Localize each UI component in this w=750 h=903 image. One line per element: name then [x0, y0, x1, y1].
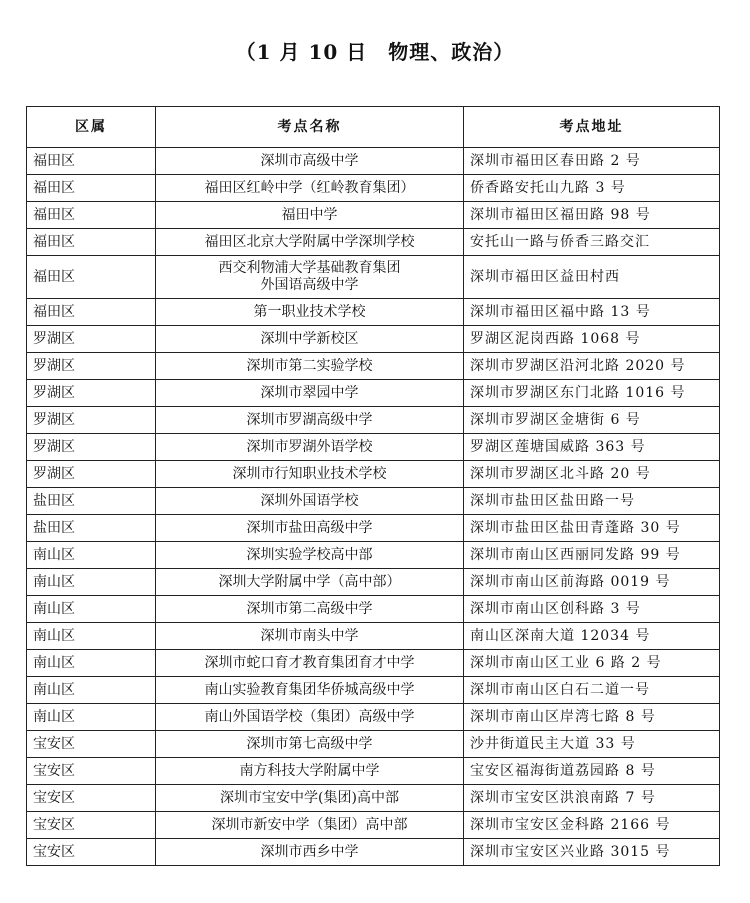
- cell-site-address: 深圳市福田区春田路 2 号: [464, 148, 720, 175]
- site-name-line: 深圳市南头中学: [260, 627, 359, 644]
- header-site-name: 考点名称: [156, 107, 464, 148]
- cell-district: 宝安区: [27, 839, 156, 866]
- table-row: [27, 299, 720, 326]
- cell-site-address: 沙井街道民主大道 33 号: [464, 731, 720, 758]
- cell-district: 罗湖区: [27, 353, 156, 380]
- site-name-line: 第一职业技术学校: [253, 303, 366, 320]
- cell-site-name: [156, 839, 464, 866]
- cell-district: 南山区: [27, 623, 156, 650]
- site-name-line: 深圳外国语学校: [260, 492, 359, 509]
- site-name-line: 南方科技大学附属中学: [239, 762, 380, 779]
- cell-district: 南山区: [27, 677, 156, 704]
- cell-district: 盐田区: [27, 515, 156, 542]
- cell-site-address: 深圳市福田区益田村西: [464, 256, 720, 299]
- cell-district: 罗湖区: [27, 326, 156, 353]
- cell-site-address: 宝安区福海街道荔园路 8 号: [464, 758, 720, 785]
- exam-site-table: [26, 106, 720, 866]
- cell-site-address: 深圳市盐田区盐田路一号: [464, 488, 720, 515]
- table-row: [27, 229, 720, 256]
- site-name-line: 深圳市第七高级中学: [246, 735, 373, 752]
- cell-district: 宝安区: [27, 731, 156, 758]
- site-name-line: 福田中学: [281, 206, 338, 223]
- cell-district: 南山区: [27, 596, 156, 623]
- cell-site-name: [156, 380, 464, 407]
- cell-site-name: [156, 353, 464, 380]
- cell-site-address: 深圳市罗湖区东门北路 1016 号: [464, 380, 720, 407]
- cell-site-address: 深圳市盐田区盐田青蓬路 30 号: [464, 515, 720, 542]
- cell-district: 宝安区: [27, 785, 156, 812]
- table-row: [27, 434, 720, 461]
- site-name-line: 南山实验教育集团华侨城高级中学: [204, 681, 415, 698]
- cell-site-name: [156, 785, 464, 812]
- table-row: [27, 380, 720, 407]
- cell-site-address: 深圳市南山区创科路 3 号: [464, 596, 720, 623]
- cell-site-address: 深圳市南山区西丽同发路 99 号: [464, 542, 720, 569]
- cell-site-name: [156, 758, 464, 785]
- site-name-line: 南山外国语学校（集团）高级中学: [204, 708, 415, 725]
- table-row: [27, 407, 720, 434]
- cell-site-address: 深圳市宝安区洪浪南路 7 号: [464, 785, 720, 812]
- cell-site-name: [156, 650, 464, 677]
- cell-district: 罗湖区: [27, 407, 156, 434]
- site-name-line: 深圳市罗湖高级中学: [246, 411, 373, 428]
- cell-district: 罗湖区: [27, 434, 156, 461]
- site-name-line: 深圳中学新校区: [260, 330, 359, 347]
- table-body: [27, 148, 720, 866]
- cell-site-name: [156, 175, 464, 202]
- table-row: [27, 812, 720, 839]
- table-row: [27, 175, 720, 202]
- cell-site-address: 深圳市南山区岸湾七路 8 号: [464, 704, 720, 731]
- cell-district: 南山区: [27, 542, 156, 569]
- cell-site-address: 侨香路安托山九路 3 号: [464, 175, 720, 202]
- cell-site-name: [156, 148, 464, 175]
- cell-site-name: [156, 812, 464, 839]
- cell-site-address: 罗湖区泥岗西路 1068 号: [464, 326, 720, 353]
- cell-district: 宝安区: [27, 812, 156, 839]
- cell-district: 福田区: [27, 256, 156, 299]
- cell-site-name: [156, 229, 464, 256]
- cell-district: 罗湖区: [27, 461, 156, 488]
- cell-district: 罗湖区: [27, 380, 156, 407]
- table-row: [27, 704, 720, 731]
- cell-site-name: [156, 299, 464, 326]
- cell-site-name: [156, 434, 464, 461]
- table-row: [27, 202, 720, 229]
- cell-site-address: 深圳市宝安区兴业路 3015 号: [464, 839, 720, 866]
- table-row: [27, 148, 720, 175]
- cell-site-name: [156, 488, 464, 515]
- table-row: [27, 256, 720, 299]
- cell-district: 福田区: [27, 175, 156, 202]
- site-name-line: 深圳实验学校高中部: [246, 546, 373, 563]
- cell-site-address: 深圳市宝安区金科路 2166 号: [464, 812, 720, 839]
- table-row: [27, 839, 720, 866]
- table-row: [27, 650, 720, 677]
- site-name-line: 深圳市西乡中学: [260, 843, 359, 860]
- cell-site-address: 深圳市罗湖区北斗路 20 号: [464, 461, 720, 488]
- cell-site-name: [156, 515, 464, 542]
- table-row: [27, 515, 720, 542]
- header-site-address: 考点地址: [464, 107, 720, 148]
- table-row: [27, 623, 720, 650]
- table-row: [27, 758, 720, 785]
- site-name-line: 深圳市盐田高级中学: [246, 519, 373, 536]
- header-district: 区属: [27, 107, 156, 148]
- site-name-line: 深圳市蛇口育才教育集团育才中学: [204, 654, 415, 671]
- cell-district: 南山区: [27, 704, 156, 731]
- site-name-line: 深圳市宝安中学(集团)高中部: [220, 789, 399, 806]
- table-row: [27, 461, 720, 488]
- site-name-line: 深圳市翠园中学: [260, 384, 359, 401]
- table-row: [27, 569, 720, 596]
- cell-district: 宝安区: [27, 758, 156, 785]
- site-name-line: 深圳市新安中学（集团）高中部: [211, 816, 408, 833]
- table-row: [27, 353, 720, 380]
- site-name-line: 福田区北京大学附属中学深圳学校: [204, 233, 415, 250]
- site-name-line: 西交利物浦大学基础教育集团: [218, 260, 401, 276]
- site-name-line: 深圳大学附属中学（高中部）: [218, 573, 401, 590]
- cell-site-address: 深圳市福田区福中路 13 号: [464, 299, 720, 326]
- cell-site-address: 深圳市南山区前海路 0019 号: [464, 569, 720, 596]
- table-row: [27, 542, 720, 569]
- cell-site-address: 南山区深南大道 12034 号: [464, 623, 720, 650]
- cell-district: 南山区: [27, 650, 156, 677]
- site-name-line: 深圳市高级中学: [260, 152, 359, 169]
- cell-site-name: [156, 542, 464, 569]
- cell-site-name: [156, 623, 464, 650]
- table-row: [27, 731, 720, 758]
- cell-site-address: 深圳市福田区福田路 98 号: [464, 202, 720, 229]
- cell-site-name: [156, 596, 464, 623]
- cell-district: 盐田区: [27, 488, 156, 515]
- cell-site-name: [156, 256, 464, 299]
- table-row: [27, 677, 720, 704]
- site-name-line: 深圳市罗湖外语学校: [246, 438, 373, 455]
- cell-site-name: [156, 677, 464, 704]
- cell-district: 福田区: [27, 229, 156, 256]
- cell-site-name: [156, 704, 464, 731]
- site-name-line: 深圳市行知职业技术学校: [232, 465, 387, 482]
- cell-site-address: 深圳市罗湖区金塘街 6 号: [464, 407, 720, 434]
- cell-site-address: 深圳市罗湖区沿河北路 2020 号: [464, 353, 720, 380]
- site-name-line: 深圳市第二实验学校: [246, 357, 373, 374]
- cell-site-name: [156, 202, 464, 229]
- site-name-line: 深圳市第二高级中学: [246, 600, 373, 617]
- cell-district: 南山区: [27, 569, 156, 596]
- site-name-line: 福田区红岭中学（红岭教育集团）: [204, 179, 415, 196]
- cell-site-address: 深圳市南山区白石二道一号: [464, 677, 720, 704]
- cell-site-name: [156, 326, 464, 353]
- table-row: [27, 596, 720, 623]
- cell-site-name: [156, 407, 464, 434]
- cell-district: 福田区: [27, 148, 156, 175]
- cell-district: 福田区: [27, 202, 156, 229]
- cell-district: 福田区: [27, 299, 156, 326]
- cell-site-address: 深圳市南山区工业 6 路 2 号: [464, 650, 720, 677]
- table-row: [27, 785, 720, 812]
- cell-site-address: 安托山一路与侨香三路交汇: [464, 229, 720, 256]
- table-header-row: [27, 107, 720, 148]
- page-title: （1 月 10 日 物理、政治）: [235, 40, 515, 64]
- cell-site-name: [156, 461, 464, 488]
- cell-site-address: 罗湖区莲塘国威路 363 号: [464, 434, 720, 461]
- site-name-line: 外国语高级中学: [260, 277, 359, 293]
- table-row: [27, 326, 720, 353]
- cell-site-name: [156, 569, 464, 596]
- table-row: [27, 488, 720, 515]
- cell-site-name: [156, 731, 464, 758]
